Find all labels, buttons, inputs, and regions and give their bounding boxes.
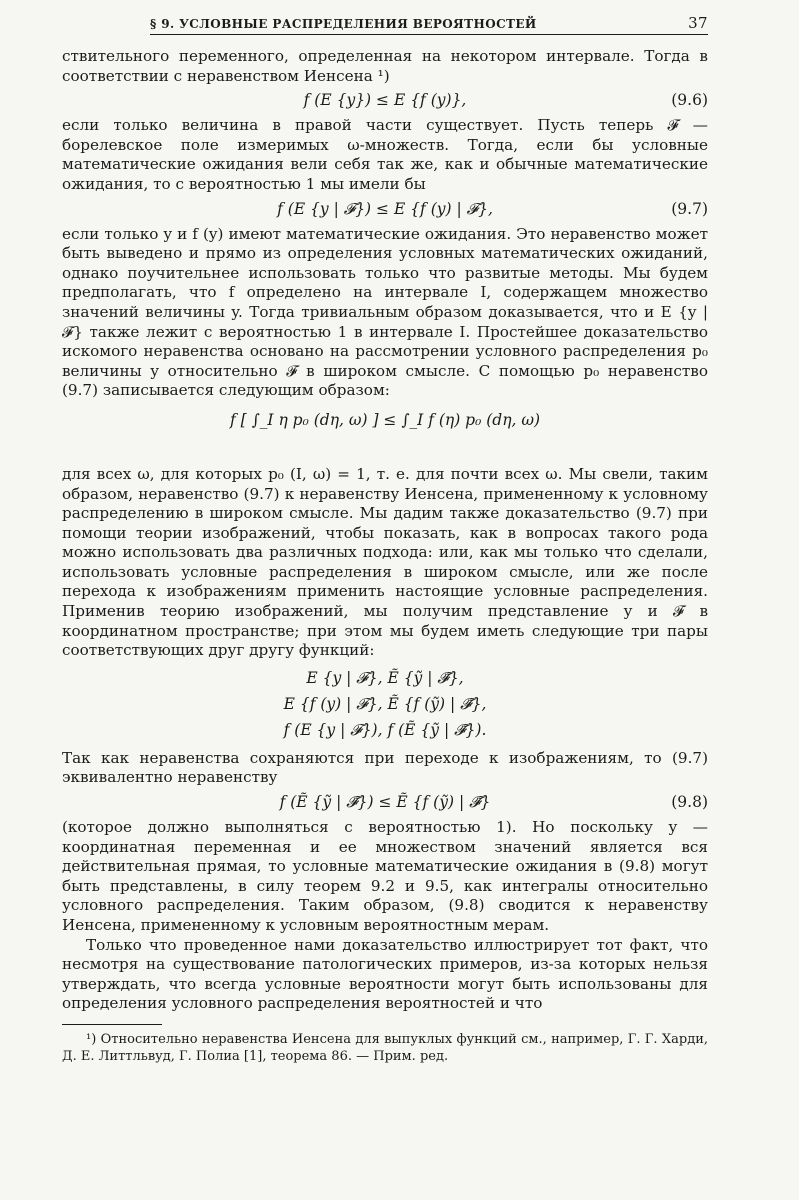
equation-9-8-number: (9.8) (671, 793, 708, 812)
equation-integral (62, 401, 708, 465)
equation-integral-formula: f [ ∫_I η p₀ (dη, ω) ] ≤ ∫_I f (η) p₀ (dη, ω) (229, 410, 541, 429)
equation-9-7-number: (9.7) (671, 199, 708, 218)
paragraph-5: Так как неравенства сохраняются при переходе к изображениям, то (9.7) эквивалентно неравенству (62, 748, 708, 787)
paragraph-2: если только величина в правой части существует. Пусть теперь 𝓕 — борелевское поле измеримых ω-множеств. Тогда, если бы условные математические ожидания вели себя так же, как и обычные математические ожидания, то с вероятностью 1 мы имели бы (62, 116, 708, 193)
equation-9-6 (62, 86, 708, 116)
equation-9-7 (62, 195, 708, 225)
equation-9-6-number: (9.6) (671, 91, 708, 110)
chapter-title: § 9. УСЛОВНЫЕ РАСПРЕДЕЛЕНИЯ ВЕРОЯТНОСТЕЙ (150, 17, 537, 31)
equation-9-6-formula: f (E {y}) ≤ E {f (y)}, (303, 91, 467, 110)
footnote-rule (62, 1024, 162, 1025)
function-pair-1: E {y | 𝓕}, Ẽ {ỹ | 𝓕̃}, (306, 668, 464, 687)
page-number: 37 (688, 14, 708, 32)
paragraph-1: ствительного переменного, определенная на некотором интервале. Тогда в соответствии с неравенством Иенсена ¹) (62, 47, 708, 85)
footnote: ¹) Относительно неравенства Иенсена для выпуклых функций см., например, Г. Г. Харди, Д. Е. Литтльвуд, Г. Полиа [1], теорема 86. — Прим. ред. (62, 1031, 708, 1064)
paragraph-6: (которое должно выполняться с вероятностью 1). Но поскольку y — координатная переменная и ее множеством значений является вся действительная прямая, то условные математические ожидания в (9.8) могут быть представлены, в силу теорем 9.2 и 9.5, как интегралы относительно условного распределения. Таким образом, (9.8) сводится к неравенству Иенсена, примененному к условным вероятностным мерам. (62, 818, 708, 934)
paragraph-4: для всех ω, для которых p₀ (I, ω) = 1, т. е. для почти всех ω. Мы свели, таким образом, неравенство (9.7) к неравенству Иенсена, примененному к условному распределению в широком смысле. Мы дадим также доказательство (9.7) при помощи теории изображений, чтобы показать, как в вопросах такого рода можно использовать два различных подхода: или, как мы только что сделали, использовать условные распределения в широком смысле, или же после перехода к изображениям применить настоящие условные распределения. Применив теорию изображений, мы получим представление y и 𝓕 в координатном пространстве; при этом мы будем иметь следующие три пары соответствующих друг другу функций: (62, 464, 708, 660)
function-pair-2: E {f (y) | 𝓕}, Ẽ {f (ỹ) | 𝓕̃}, (283, 694, 487, 713)
function-pairs (62, 665, 708, 743)
equation-9-8-formula: f (Ẽ {ỹ | 𝓕̃}) ≤ Ẽ {f (ỹ) | 𝓕̃} (279, 793, 491, 812)
paragraph-7: Только что проведенное нами доказательство иллюстрирует тот факт, что несмотря на существование патологических примеров, из-за которых нельзя утверждать, что всегда условные вероятности могут быть использованы для определения условного распределения вероятностей и что (62, 935, 708, 1013)
page (62, 14, 708, 1065)
running-head (150, 14, 708, 35)
function-pair-3: f (E {y | 𝓕}), f (Ẽ {ỹ | 𝓕̃}). (283, 720, 487, 739)
equation-9-7-formula: f (E {y | 𝓕}) ≤ E {f (y) | 𝓕}, (277, 199, 493, 218)
equation-9-8 (62, 788, 708, 818)
paragraph-3: если только y и f (y) имеют математические ожидания. Это неравенство может быть выведено и прямо из определения условных математических ожиданий, однако поучительнее использовать только что развитые методы. Мы будем предполагать, что f определено на интервале I, содержащем множество значений величины y. Тогда тривиальным образом доказывается, что и E {y | 𝓕} также лежит с вероятностью 1 в интервале I. Простейшее доказательство искомого неравенства основано на рассмотрении условного распределения p₀ величины y относительно 𝓕 в широком смысле. С помощью p₀ неравенство (9.7) записывается следующим образом: (62, 224, 708, 400)
